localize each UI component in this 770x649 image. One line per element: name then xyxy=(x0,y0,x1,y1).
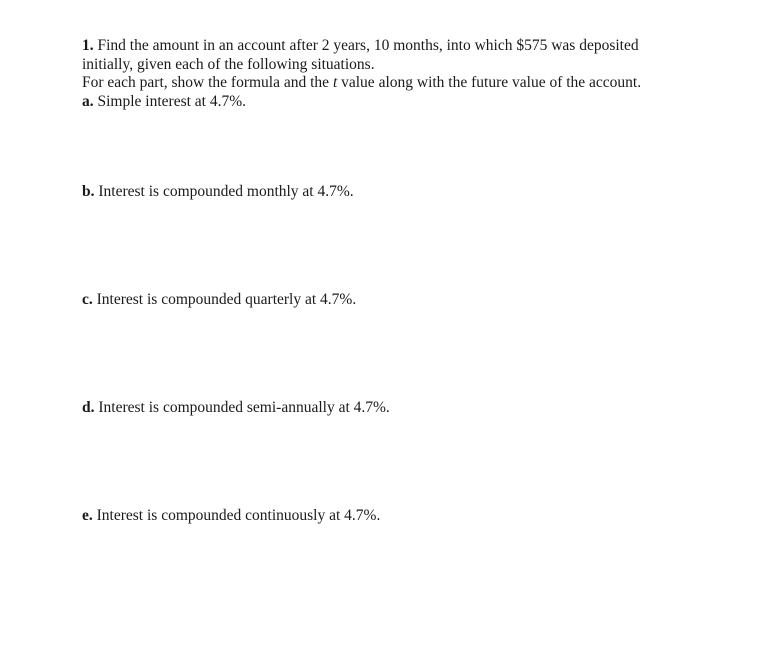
part-a-label: a. xyxy=(82,92,94,110)
problem-intro xyxy=(82,37,656,93)
problem-number: 1. xyxy=(82,37,94,54)
part-a-text: Simple interest at 4.7%. xyxy=(93,92,247,110)
instruction-text-pre: For each part, show the formula and the xyxy=(82,74,333,92)
problem-content xyxy=(82,37,656,526)
part-e-label: e. xyxy=(82,507,93,525)
problem-statement xyxy=(82,37,656,74)
part-c-text: Interest is compounded quarterly at 4.7%. xyxy=(92,290,357,308)
part-d-label: d. xyxy=(82,398,95,416)
part-a xyxy=(82,93,656,112)
part-b-text: Interest is compounded monthly at 4.7%. xyxy=(94,183,354,201)
part-e-text: Interest is compounded continuously at 4.7%. xyxy=(92,507,381,525)
part-c xyxy=(82,291,656,310)
part-e xyxy=(82,507,656,526)
part-d xyxy=(82,399,656,418)
part-d-text: Interest is compounded semi-annually at 4.7%. xyxy=(94,398,390,416)
part-b xyxy=(82,183,656,202)
t-variable: t xyxy=(332,74,338,92)
instruction-text-post: value along with the future value of the account. xyxy=(337,74,642,92)
part-c-label: c. xyxy=(82,290,93,308)
problem-instruction xyxy=(82,74,656,93)
part-b-label: b. xyxy=(82,183,95,201)
problem-statement-text: Find the amount in an account after 2 years, 10 months, into which $575 was deposited initially, given each of the following situations. xyxy=(82,37,639,73)
